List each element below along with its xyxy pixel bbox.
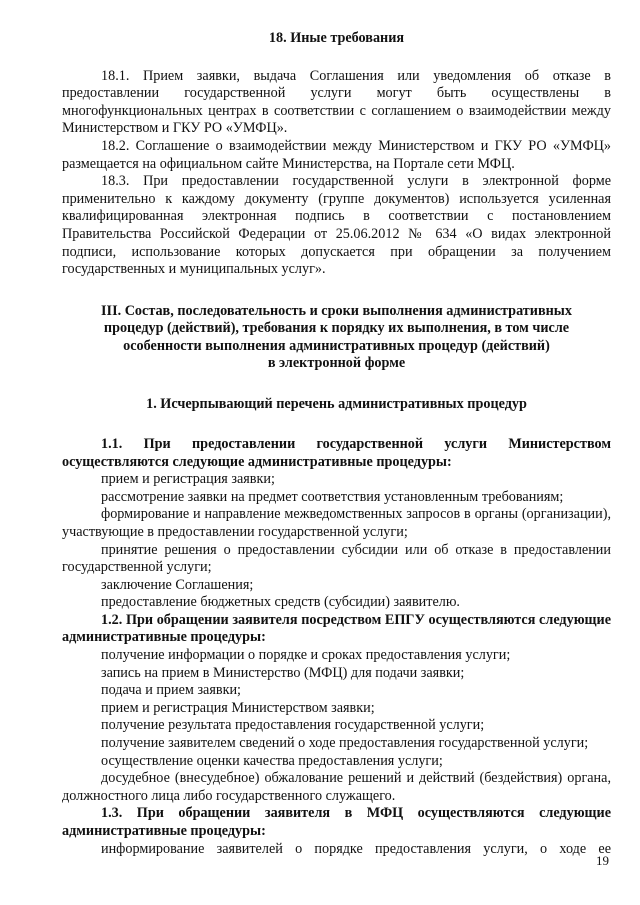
paragraph-1-3: 1.3. При обращении заявителя в МФЦ осуществляются следующие административные процедуры:: [62, 805, 611, 839]
paragraph-1-2: 1.2. При обращении заявителя посредством ЕПГУ осуществляются следующие административные процедуры:: [62, 611, 611, 646]
list-item: осуществление оценки качества предоставления услуги;: [101, 752, 443, 769]
section-3-heading-line: особенности выполнения административных процедур (действий): [123, 337, 550, 354]
list-item: информирование заявителей о порядке предоставления услуги, о ходе ее: [101, 840, 611, 857]
list-item: заключение Соглашения;: [101, 576, 254, 593]
section-3-heading-line: в электронной форме: [267, 354, 406, 371]
list-item: рассмотрение заявки на предмет соответствия установленным требованиям;: [101, 488, 564, 505]
document-page: [62, 30, 611, 858]
paragraph-1-1: 1.1. При предоставлении государственной услуги Министерством осуществляются следующие административные процедуры:: [62, 435, 611, 470]
list-item: досудебное (внесудебное) обжалование решений и действий (бездействия) органа, должностного лица либо государственного служащего.: [62, 770, 611, 804]
list-item: прием и регистрация заявки;: [101, 471, 275, 488]
list-item: получение информации о порядке и сроках предоставления услуги;: [101, 647, 511, 664]
list-item: прием и регистрация Министерством заявки;: [101, 699, 375, 716]
list-item: получение результата предоставления государственной услуги;: [101, 717, 485, 734]
list-item: предоставление бюджетных средств (субсидии) заявителю.: [101, 594, 460, 611]
page-number: 19: [596, 853, 609, 868]
paragraph-18-1: 18.1. Прием заявки, выдача Соглашения или уведомления об отказе в предоставлении государственной услуги могут быть осуществлены в многофункциональных центрах в соответствии с соглашением о взаимодействии между Министерством и ГКУ РО «УМФЦ».: [62, 67, 611, 137]
paragraph-18-3: 18.3. При предоставлении государственной услуги в электронной форме применительно к каждому документу (группе документов) используется усиленная квалифицированная электронная подпись в соответствии с постановлением Правительства Российской Федерации от 25.06.2012 № 634 «О видах электронной подписи, использование которых допускается при обращении за получением государственных и муниципальных услуг».: [62, 173, 611, 278]
subsection-1-heading: 1. Исчерпывающий перечень административных процедур: [146, 396, 527, 413]
section-3-heading-line: III. Состав, последовательность и сроки выполнения административных: [101, 302, 572, 319]
list-item: формирование и направление межведомственных запросов в органы (организации), участвующие в предоставлении государственной услуги;: [62, 506, 611, 540]
list-item: принятие решения о предоставлении субсидии или об отказе в предоставлении государственной услуги;: [62, 541, 611, 576]
list-item: получение заявителем сведений о ходе предоставления государственной услуги;: [101, 735, 589, 752]
list-item: запись на прием в Министерство (МФЦ) для подачи заявки;: [101, 664, 465, 681]
section-3-heading-line: процедур (действий), требования к порядку их выполнения, в том числе: [103, 320, 570, 337]
list-item: подача и прием заявки;: [101, 682, 241, 699]
section-18-heading: 18. Иные требования: [268, 30, 405, 46]
section-3-heading: [62, 303, 611, 373]
paragraph-18-2: 18.2. Соглашение о взаимодействии между Министерством и ГКУ РО «УМФЦ» размещается на официальном сайте Министерства, на Портале сети МФЦ.: [62, 137, 611, 172]
